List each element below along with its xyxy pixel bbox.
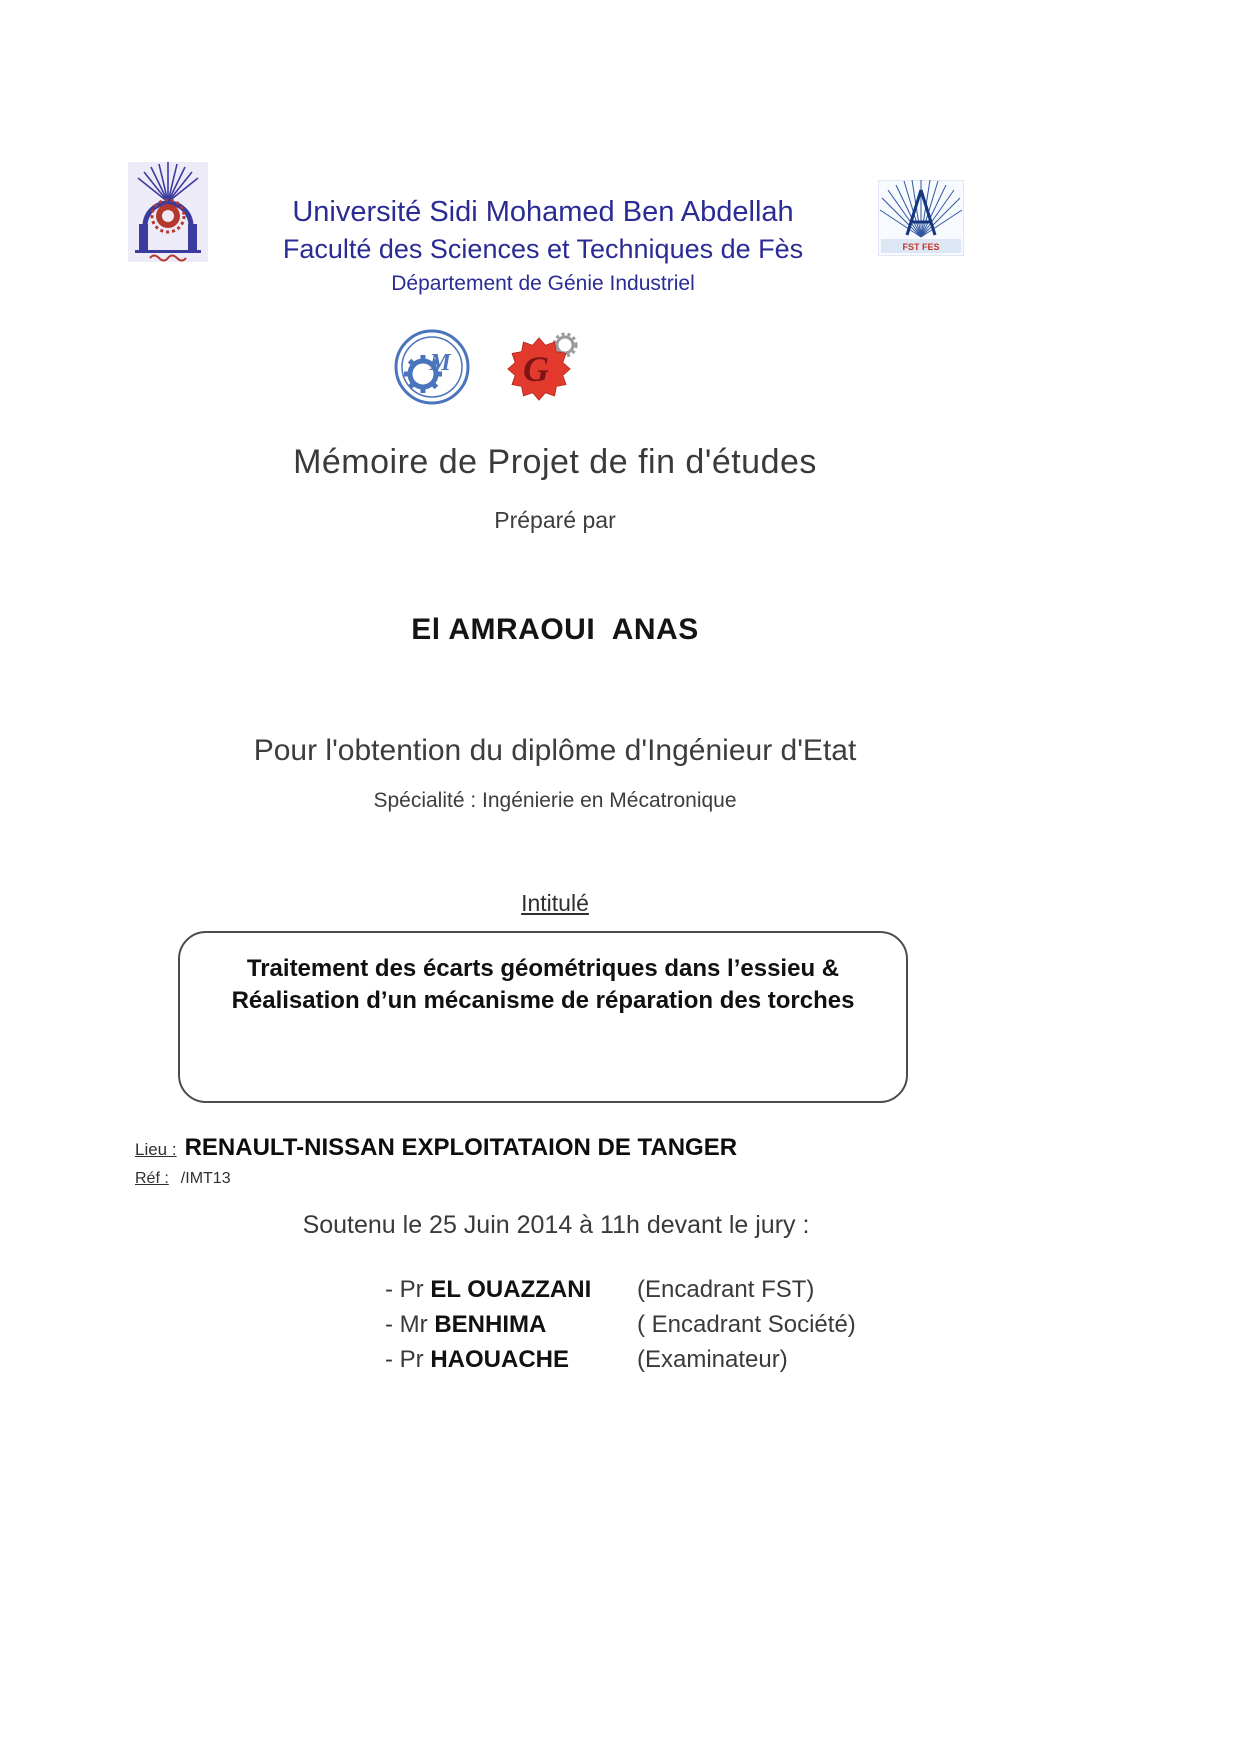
university-name: Université Sidi Mohamed Ben Abdellah	[292, 196, 794, 228]
fst-fes-label: FST FES	[902, 242, 940, 252]
fst-fes-logo	[878, 180, 964, 256]
subject-heading	[0, 890, 1110, 917]
jury-name-cell	[385, 1311, 637, 1339]
prepared-by-label: Préparé par	[494, 507, 616, 533]
defense-line: Soutenu le 25 Juin 2014 à 11h devant le jury :	[302, 1211, 810, 1239]
subject-line-2: Réalisation d’un mécanisme de réparation des torches	[231, 986, 855, 1014]
gear-m-logo	[393, 328, 471, 406]
subject-line-1: Traitement des écarts géométriques dans l’essieu &	[246, 955, 840, 982]
fst-fes-icon	[878, 180, 964, 256]
jury-member-role: ( Encadrant Société)	[637, 1311, 856, 1338]
faculty-name: Faculté des Sciences et Techniques de Fès	[282, 234, 804, 264]
author-name: El AMRAOUI ANAS	[411, 613, 699, 646]
gear-m-icon	[393, 328, 471, 406]
jury-member-name: HAOUACHE	[430, 1346, 570, 1373]
jury-name-cell	[385, 1346, 637, 1374]
department-name: Département de Génie Industriel	[391, 272, 695, 295]
gi-letter-i: i	[547, 357, 556, 393]
diploma-line: Pour l'obtention du diplôme d'Ingénieur d'Etat	[253, 734, 857, 767]
jury-name-cell	[385, 1276, 637, 1304]
jury-member-role: (Examinateur)	[637, 1346, 788, 1373]
jury-member-name: BENHIMA	[434, 1311, 547, 1338]
gi-gear-icon	[501, 332, 583, 404]
jury-row	[385, 1346, 856, 1374]
jury-member-role: (Encadrant FST)	[637, 1276, 815, 1303]
reference-value: /IMT13	[180, 1170, 231, 1187]
gi-letter-g: G	[523, 349, 549, 389]
jury-prefix: - Pr	[385, 1346, 424, 1373]
jury-row	[385, 1276, 856, 1304]
subject-box	[178, 931, 908, 1103]
specialty-line: Spécialité : Ingénierie en Mécatronique	[373, 789, 737, 812]
reference-line	[135, 1170, 231, 1188]
reference-label: Réf :	[135, 1170, 169, 1187]
location-value: RENAULT-NISSAN EXPLOITATAION DE TANGER	[184, 1134, 738, 1161]
jury-member-name: EL OUAZZANI	[430, 1276, 592, 1303]
jury-prefix: - Mr	[385, 1311, 428, 1338]
subject-heading-text: Intitulé	[521, 890, 589, 916]
location-line	[135, 1134, 737, 1162]
jury-row	[385, 1311, 856, 1339]
gear-m-letter: M	[429, 350, 451, 376]
document-title: Mémoire de Projet de fin d'études	[293, 443, 817, 481]
jury-prefix: - Pr	[385, 1276, 424, 1303]
jury-list	[385, 1276, 856, 1381]
location-label: Lieu :	[135, 1140, 177, 1159]
gi-gear-logo	[501, 332, 583, 404]
